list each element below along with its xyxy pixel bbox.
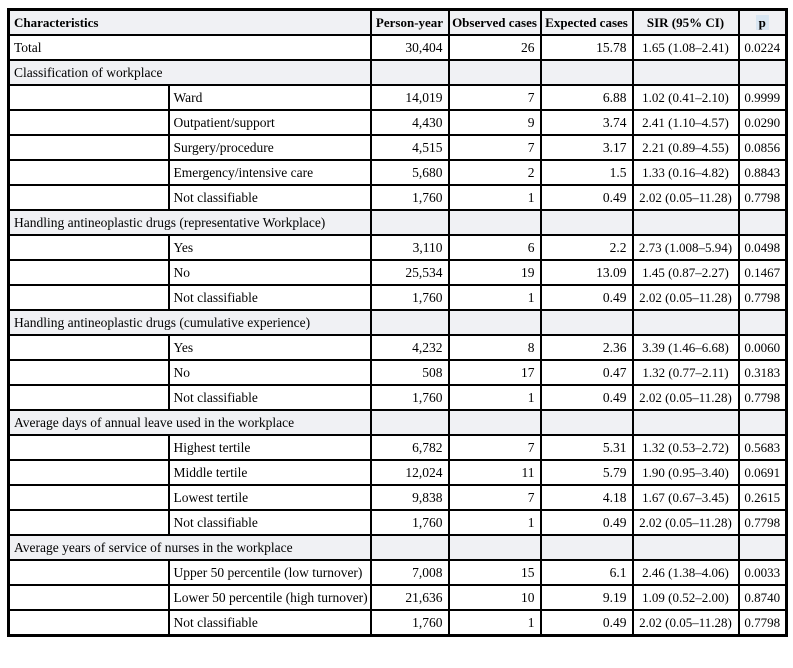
sir-cell xyxy=(633,410,739,435)
p-cell: 0.0290 xyxy=(739,110,787,135)
person-year-cell xyxy=(371,410,449,435)
expected-cases-cell xyxy=(541,410,633,435)
person-year-cell: 4,515 xyxy=(371,135,449,160)
person-year-cell: 1,760 xyxy=(371,610,449,636)
indent-cell xyxy=(9,85,169,110)
observed-cases-cell: 1 xyxy=(449,610,541,636)
p-cell xyxy=(739,535,787,560)
section-row xyxy=(9,60,787,85)
indent-cell xyxy=(9,135,169,160)
p-cell: 0.7798 xyxy=(739,385,787,410)
p-cell xyxy=(739,410,787,435)
table-row xyxy=(9,85,787,110)
characteristics-cell: Emergency/intensive care xyxy=(169,160,371,185)
p-cell xyxy=(739,60,787,85)
table-row xyxy=(9,585,787,610)
observed-cases-cell: 1 xyxy=(449,510,541,535)
observed-cases-cell: 10 xyxy=(449,585,541,610)
table-row xyxy=(9,460,787,485)
table-row xyxy=(9,385,787,410)
person-year-cell: 1,760 xyxy=(371,285,449,310)
sir-cell: 1.33 (0.16–4.82) xyxy=(633,160,739,185)
observed-cases-cell: 1 xyxy=(449,185,541,210)
person-year-cell: 25,534 xyxy=(371,260,449,285)
observed-cases-cell: 7 xyxy=(449,135,541,160)
person-year-cell xyxy=(371,60,449,85)
person-year-cell: 4,232 xyxy=(371,335,449,360)
expected-cases-cell: 0.49 xyxy=(541,385,633,410)
observed-cases-cell: 2 xyxy=(449,160,541,185)
expected-cases-cell: 9.19 xyxy=(541,585,633,610)
p-cell: 0.8843 xyxy=(739,160,787,185)
table-row xyxy=(9,35,787,60)
indent-cell xyxy=(9,510,169,535)
expected-cases-cell: 13.09 xyxy=(541,260,633,285)
sir-cell: 2.46 (1.38–4.06) xyxy=(633,560,739,585)
p-cell: 0.3183 xyxy=(739,360,787,385)
observed-cases-cell xyxy=(449,60,541,85)
table-row xyxy=(9,360,787,385)
sir-cell: 2.02 (0.05–11.28) xyxy=(633,185,739,210)
person-year-cell xyxy=(371,210,449,235)
characteristics-cell: Classification of workplace xyxy=(9,60,371,85)
section-row xyxy=(9,310,787,335)
p-cell: 0.1467 xyxy=(739,260,787,285)
person-year-column-header: Person-year xyxy=(371,10,449,36)
table-row xyxy=(9,335,787,360)
indent-cell xyxy=(9,360,169,385)
sir-cell xyxy=(633,535,739,560)
indent-cell xyxy=(9,560,169,585)
table-row xyxy=(9,260,787,285)
table-body xyxy=(9,35,787,636)
expected-cases-cell xyxy=(541,535,633,560)
characteristics-cell: Not classifiable xyxy=(169,610,371,636)
indent-cell xyxy=(9,285,169,310)
person-year-cell xyxy=(371,310,449,335)
sir-cell: 1.32 (0.53–2.72) xyxy=(633,435,739,460)
p-cell xyxy=(739,210,787,235)
p-cell: 0.7798 xyxy=(739,185,787,210)
characteristics-cell: Outpatient/support xyxy=(169,110,371,135)
person-year-cell: 21,636 xyxy=(371,585,449,610)
p-cell: 0.0224 xyxy=(739,35,787,60)
p-cell: 0.0060 xyxy=(739,335,787,360)
observed-cases-cell: 15 xyxy=(449,560,541,585)
expected-cases-cell: 15.78 xyxy=(541,35,633,60)
table-header-row xyxy=(9,10,787,36)
characteristics-cell: Lowest tertile xyxy=(169,485,371,510)
observed-cases-cell: 26 xyxy=(449,35,541,60)
observed-cases-cell: 17 xyxy=(449,360,541,385)
expected-cases-cell: 3.74 xyxy=(541,110,633,135)
section-row xyxy=(9,410,787,435)
characteristics-cell: Average years of service of nurses in the workplace xyxy=(9,535,371,560)
characteristics-cell: Average days of annual leave used in the workplace xyxy=(9,410,371,435)
expected-cases-cell: 6.1 xyxy=(541,560,633,585)
observed-cases-cell: 1 xyxy=(449,385,541,410)
expected-cases-cell: 4.18 xyxy=(541,485,633,510)
p-cell: 0.0691 xyxy=(739,460,787,485)
observed-cases-cell: 9 xyxy=(449,110,541,135)
characteristics-cell: Upper 50 percentile (low turnover) xyxy=(169,560,371,585)
p-cell: 0.0033 xyxy=(739,560,787,585)
sir-cell: 1.67 (0.67–3.45) xyxy=(633,485,739,510)
person-year-cell: 14,019 xyxy=(371,85,449,110)
characteristics-cell: Lower 50 percentile (high turnover) xyxy=(169,585,371,610)
indent-cell xyxy=(9,260,169,285)
p-cell: 0.8740 xyxy=(739,585,787,610)
table-row xyxy=(9,610,787,636)
observed-cases-cell: 6 xyxy=(449,235,541,260)
sir-cell: 2.21 (0.89–4.55) xyxy=(633,135,739,160)
table-row xyxy=(9,510,787,535)
p-cell xyxy=(739,310,787,335)
expected-cases-cell xyxy=(541,310,633,335)
expected-cases-cell: 2.2 xyxy=(541,235,633,260)
person-year-cell: 9,838 xyxy=(371,485,449,510)
observed-cases-cell: 7 xyxy=(449,85,541,110)
observed-cases-cell: 11 xyxy=(449,460,541,485)
p-column-header xyxy=(739,10,787,36)
characteristics-cell: Ward xyxy=(169,85,371,110)
characteristics-cell: Surgery/procedure xyxy=(169,135,371,160)
sir-cell: 1.65 (1.08–2.41) xyxy=(633,35,739,60)
sir-cell: 1.09 (0.52–2.00) xyxy=(633,585,739,610)
expected-cases-cell: 1.5 xyxy=(541,160,633,185)
sir-cell: 2.02 (0.05–11.28) xyxy=(633,385,739,410)
person-year-cell: 1,760 xyxy=(371,510,449,535)
expected-cases-cell: 5.31 xyxy=(541,435,633,460)
p-cell: 0.9999 xyxy=(739,85,787,110)
person-year-cell: 508 xyxy=(371,360,449,385)
table-row xyxy=(9,485,787,510)
expected-cases-cell: 0.49 xyxy=(541,510,633,535)
person-year-cell: 7,008 xyxy=(371,560,449,585)
p-cell: 0.7798 xyxy=(739,510,787,535)
sir-cell: 1.32 (0.77–2.11) xyxy=(633,360,739,385)
sir-column-header: SIR (95% CI) xyxy=(633,10,739,36)
table-row xyxy=(9,435,787,460)
p-cell: 0.7798 xyxy=(739,285,787,310)
person-year-cell: 30,404 xyxy=(371,35,449,60)
indent-cell xyxy=(9,485,169,510)
expected-cases-cell xyxy=(541,210,633,235)
characteristics-cell: Not classifiable xyxy=(169,285,371,310)
observed-cases-cell: 7 xyxy=(449,435,541,460)
table-row xyxy=(9,235,787,260)
indent-cell xyxy=(9,335,169,360)
section-row xyxy=(9,210,787,235)
characteristics-cell: Not classifiable xyxy=(169,385,371,410)
sir-cell: 2.73 (1.008–5.94) xyxy=(633,235,739,260)
sir-cell xyxy=(633,210,739,235)
expected-cases-cell: 0.49 xyxy=(541,610,633,636)
sir-cell: 1.90 (0.95–3.40) xyxy=(633,460,739,485)
observed-cases-cell: 19 xyxy=(449,260,541,285)
observed-cases-column-header: Observed cases xyxy=(449,10,541,36)
expected-cases-cell: 2.36 xyxy=(541,335,633,360)
expected-cases-cell: 6.88 xyxy=(541,85,633,110)
expected-cases-cell: 0.49 xyxy=(541,185,633,210)
expected-cases-cell: 5.79 xyxy=(541,460,633,485)
characteristics-cell: Yes xyxy=(169,235,371,260)
indent-cell xyxy=(9,110,169,135)
table-row xyxy=(9,160,787,185)
characteristics-cell: No xyxy=(169,260,371,285)
expected-cases-cell: 0.47 xyxy=(541,360,633,385)
person-year-cell: 5,680 xyxy=(371,160,449,185)
person-year-cell: 12,024 xyxy=(371,460,449,485)
sir-cell: 2.41 (1.10–4.57) xyxy=(633,110,739,135)
person-year-cell: 1,760 xyxy=(371,185,449,210)
person-year-cell: 6,782 xyxy=(371,435,449,460)
sir-cell: 2.02 (0.05–11.28) xyxy=(633,510,739,535)
expected-cases-cell: 0.49 xyxy=(541,285,633,310)
characteristics-cell: Handling antineoplastic drugs (cumulative experience) xyxy=(9,310,371,335)
sir-cell xyxy=(633,60,739,85)
characteristics-cell: Middle tertile xyxy=(169,460,371,485)
sir-statistics-table xyxy=(7,8,788,637)
indent-cell xyxy=(9,160,169,185)
sir-cell: 2.02 (0.05–11.28) xyxy=(633,285,739,310)
p-cell: 0.7798 xyxy=(739,610,787,636)
characteristics-cell: No xyxy=(169,360,371,385)
person-year-cell: 3,110 xyxy=(371,235,449,260)
characteristics-cell: Handling antineoplastic drugs (representative Workplace) xyxy=(9,210,371,235)
characteristics-cell: Total xyxy=(9,35,371,60)
table-row xyxy=(9,560,787,585)
table-row xyxy=(9,185,787,210)
person-year-cell: 1,760 xyxy=(371,385,449,410)
table-row xyxy=(9,285,787,310)
sir-cell: 3.39 (1.46–6.68) xyxy=(633,335,739,360)
observed-cases-cell xyxy=(449,210,541,235)
expected-cases-cell: 3.17 xyxy=(541,135,633,160)
expected-cases-column-header: Expected cases xyxy=(541,10,633,36)
observed-cases-cell: 1 xyxy=(449,285,541,310)
characteristics-cell: Not classifiable xyxy=(169,510,371,535)
characteristics-cell: Yes xyxy=(169,335,371,360)
indent-cell xyxy=(9,385,169,410)
table-row xyxy=(9,110,787,135)
expected-cases-cell xyxy=(541,60,633,85)
person-year-cell xyxy=(371,535,449,560)
observed-cases-cell xyxy=(449,310,541,335)
characteristics-column-header: Characteristics xyxy=(9,10,371,36)
observed-cases-cell xyxy=(449,535,541,560)
indent-cell xyxy=(9,435,169,460)
characteristics-cell: Not classifiable xyxy=(169,185,371,210)
indent-cell xyxy=(9,235,169,260)
sir-cell: 1.02 (0.41–2.10) xyxy=(633,85,739,110)
sir-cell xyxy=(633,310,739,335)
p-header-highlight: p xyxy=(756,15,769,30)
section-row xyxy=(9,535,787,560)
characteristics-cell: Highest tertile xyxy=(169,435,371,460)
observed-cases-cell: 8 xyxy=(449,335,541,360)
table-row xyxy=(9,135,787,160)
p-cell: 0.5683 xyxy=(739,435,787,460)
indent-cell xyxy=(9,185,169,210)
p-cell: 0.0498 xyxy=(739,235,787,260)
sir-cell: 2.02 (0.05–11.28) xyxy=(633,610,739,636)
p-cell: 0.2615 xyxy=(739,485,787,510)
indent-cell xyxy=(9,610,169,636)
observed-cases-cell: 7 xyxy=(449,485,541,510)
observed-cases-cell xyxy=(449,410,541,435)
sir-cell: 1.45 (0.87–2.27) xyxy=(633,260,739,285)
indent-cell xyxy=(9,460,169,485)
p-cell: 0.0856 xyxy=(739,135,787,160)
person-year-cell: 4,430 xyxy=(371,110,449,135)
indent-cell xyxy=(9,585,169,610)
